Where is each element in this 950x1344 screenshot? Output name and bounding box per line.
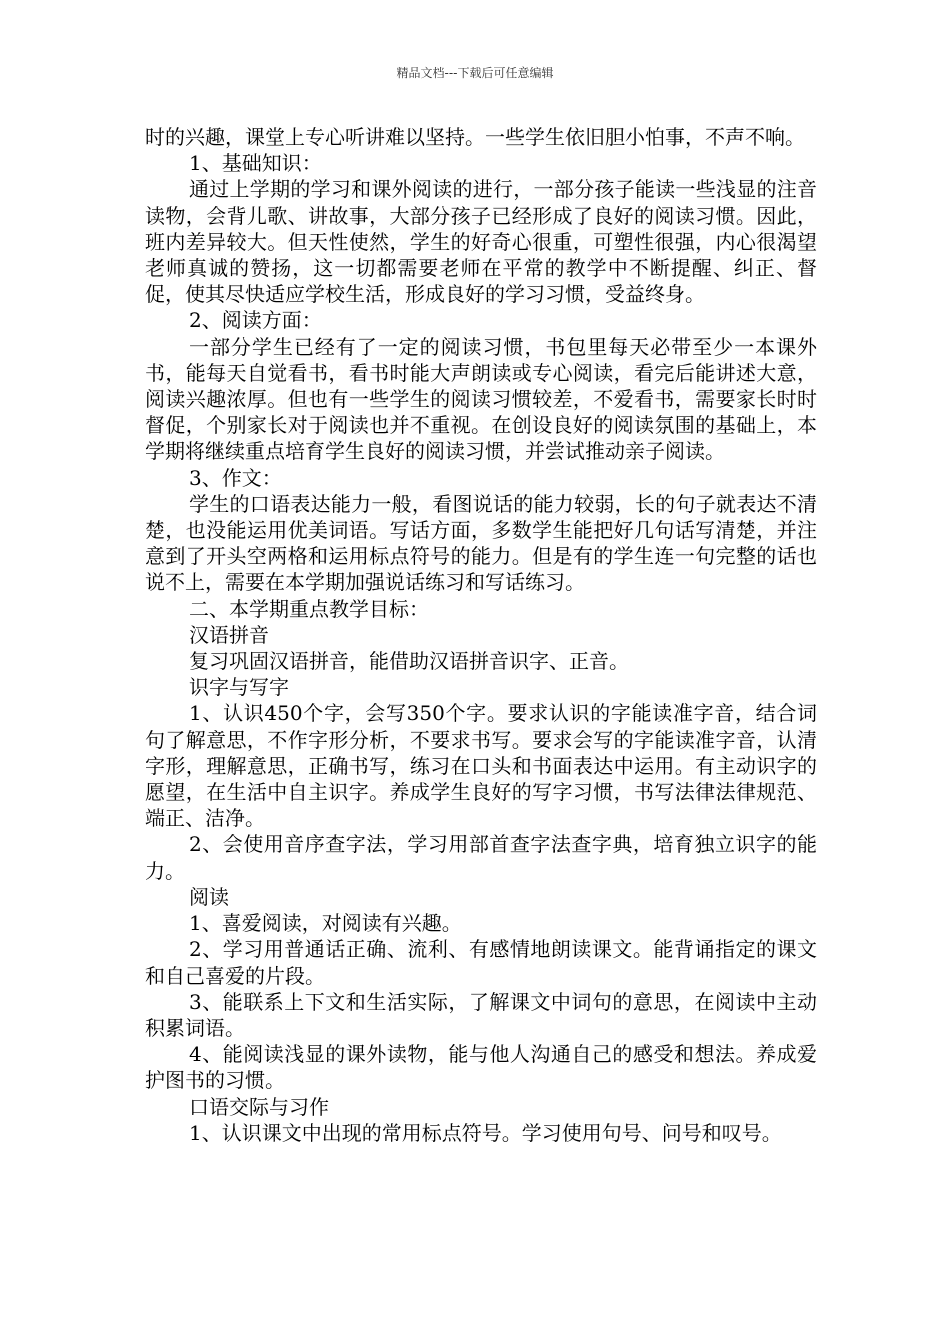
heading-reading-aspect: 2、阅读方面：	[189, 308, 322, 333]
subheading-literacy-writing: 识字与写字	[189, 675, 289, 700]
subheading-reading: 阅读	[189, 884, 229, 909]
heading-composition: 3、作文：	[189, 465, 282, 490]
list-item-reading-2: 2、学习用普通话正确、流利、有感情地朗读课文。能背诵指定的课文和自己喜爱的片段。	[145, 937, 817, 988]
subheading-oral-writing: 口语交际与习作	[189, 1094, 329, 1119]
paragraph-continuation: 时的兴趣，课堂上专心听讲难以坚持。一些学生依旧胆小怕事，不声不响。	[145, 125, 805, 149]
list-item-reading-1: 1、喜爱阅读，对阅读有兴趣。	[189, 911, 462, 936]
heading-basic-knowledge: 1、基础知识：	[189, 151, 322, 176]
subheading-pinyin: 汉语拼音	[189, 622, 269, 647]
heading-teaching-goals: 二、本学期重点教学目标：	[189, 596, 429, 621]
paragraph-basic-knowledge: 通过上学期的学习和课外阅读的进行，一部分孩子能读一些浅显的注音读物，会背儿歌、讲故事，大部分孩子已经形成了良好的阅读习惯。因此，班内差异较大。但天性使然，学生的好奇心很重，可塑性很强，内心很渴望老师真诚的赞扬，这一切都需要老师在平常的教学中不断提醒、纠正、督促，使其尽快适应学校生活，形成良好的学习习惯，受益终身。	[145, 177, 817, 307]
page-header: 精品文档---下载后可任意编辑	[396, 66, 554, 80]
list-item-literacy-2: 2、会使用音序查字法，学习用部首查字法查字典，培育独立识字的能力。	[145, 832, 817, 883]
paragraph-composition: 学生的口语表达能力一般，看图说话的能力较弱，长的句子就表达不清楚，也没能运用优美词语。写话方面，多数学生能把好几句话写清楚，并注意到了开头空两格和运用标点符号的能力。但是有的学生连一句完整的话也说不上，需要在本学期加强说话练习和写话练习。	[145, 491, 817, 595]
paragraph-pinyin: 复习巩固汉语拼音，能借助汉语拼音识字、正音。	[189, 649, 629, 674]
list-item-literacy-1: 1、认识450个字，会写350个字。要求认识的字能读准字音，结合词句了解意思，不作字形分析，不要求书写。要求会写的字能读准字音，认清字形，理解意思，正确书写，练习在口头和书面表达中运用。有主动识字的愿望，在生活中自主识字。养成学生良好的写字习惯，书写法律法律规范、端正、洁净。	[145, 701, 817, 831]
document-body	[145, 124, 817, 1146]
list-item-reading-4: 4、能阅读浅显的课外读物，能与他人沟通自己的感受和想法。养成爱护图书的习惯。	[145, 1042, 817, 1093]
list-item-reading-3: 3、能联系上下文和生活实际，了解课文中词句的意思，在阅读中主动积累词语。	[145, 989, 817, 1040]
paragraph-reading-aspect: 一部分学生已经有了一定的阅读习惯，书包里每天必带至少一本课外书，能每天自觉看书，看书时能大声朗读或专心阅读，看完后能讲述大意，阅读兴趣浓厚。但也有一些学生的阅读习惯较差，不爱看书，需要家长时时督促，个别家长对于阅读也并不重视。在创设良好的阅读氛围的基础上，本学期将继续重点培育学生良好的阅读习惯，并尝试推动亲子阅读。	[145, 334, 817, 464]
list-item-oral-writing-1: 1、认识课文中出现的常用标点符号。学习使用句号、问号和叹号。	[189, 1120, 782, 1145]
